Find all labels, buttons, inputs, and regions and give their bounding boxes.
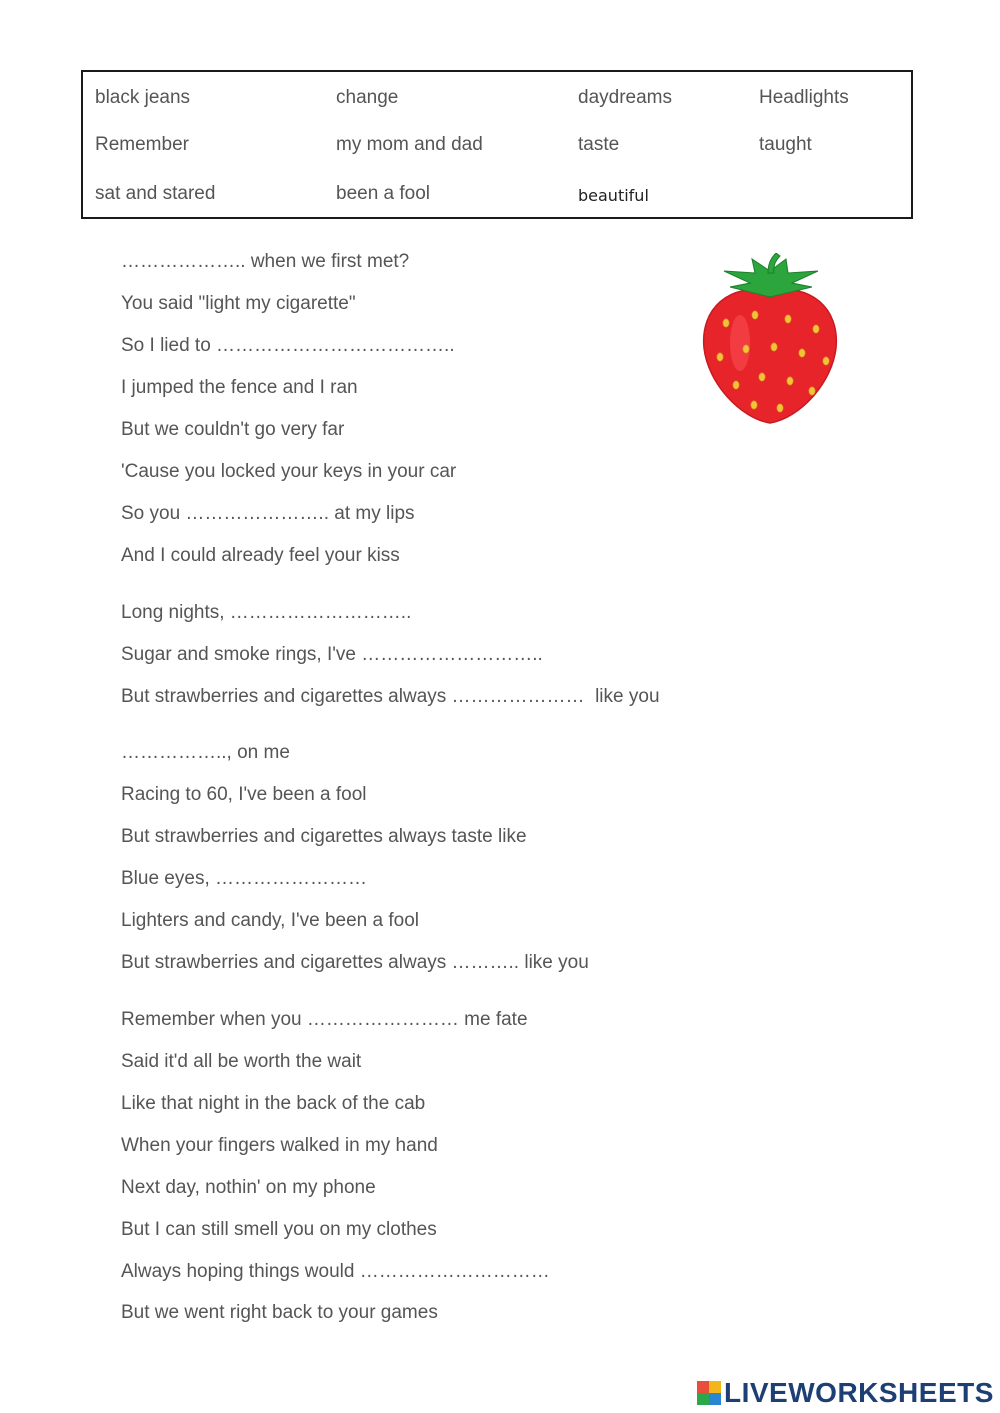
lyric-line: ……………….. when we first met?: [121, 251, 410, 272]
liveworksheets-logo-icon: [697, 1381, 721, 1405]
lyric-line: I jumped the fence and I ran: [121, 377, 358, 398]
lyric-line: When your fingers walked in my hand: [121, 1135, 438, 1156]
lyric-line: Lighters and candy, I've been a fool: [121, 910, 419, 931]
lyric-line: But I can still smell you on my clothes: [121, 1219, 437, 1240]
lyric-line: Always hoping things would …………………………: [121, 1261, 550, 1282]
word-bank-item: been a fool: [336, 183, 431, 204]
lyric-line: Remember when you …………………… me fate: [121, 1009, 528, 1030]
word-bank-item: sat and stared: [95, 183, 216, 204]
word-bank-item: taste: [578, 134, 620, 155]
lyric-line: And I could already feel your kiss: [121, 545, 400, 566]
lyric-line: Blue eyes, ……………………: [121, 868, 367, 889]
word-bank-item: my mom and dad: [336, 134, 483, 155]
lyric-line: So you ………………….. at my lips: [121, 503, 415, 524]
liveworksheets-logo: [697, 1378, 994, 1408]
lyric-line: Racing to 60, I've been a fool: [121, 784, 367, 805]
lyric-line: 'Cause you locked your keys in your car: [121, 461, 457, 482]
word-bank-item: black jeans: [95, 87, 191, 108]
word-bank-item: taught: [759, 134, 812, 155]
word-bank-item: Headlights: [759, 87, 849, 108]
lyric-line: Sugar and smoke rings, I've ………………………..: [121, 644, 543, 665]
logo-text: LIVEWORKSHEETS: [724, 1377, 994, 1408]
lyric-line: …………….., on me: [121, 742, 290, 763]
lyric-line: Long nights, ………………………..: [121, 602, 412, 623]
word-bank-item: beautiful: [578, 186, 649, 205]
word-bank-item: change: [336, 87, 399, 108]
lyric-line: So I lied to ………………………………..: [121, 335, 455, 356]
lyric-line: Next day, nothin' on my phone: [121, 1177, 376, 1198]
lyric-line: You said "light my cigarette": [121, 293, 356, 314]
lyric-line: But we went right back to your games: [121, 1302, 438, 1323]
strawberry-icon: [700, 253, 840, 425]
lyric-line: But strawberries and cigarettes always ……….. like you: [121, 952, 589, 973]
lyric-line: Said it'd all be worth the wait: [121, 1051, 362, 1072]
lyric-line: But strawberries and cigarettes always taste like: [121, 826, 527, 847]
lyric-line: But strawberries and cigarettes always ………………… like you: [121, 686, 660, 707]
lyric-line: But we couldn't go very far: [121, 419, 345, 440]
lyric-line: Like that night in the back of the cab: [121, 1093, 426, 1114]
word-bank-item: Remember: [95, 134, 189, 155]
word-bank-item: daydreams: [578, 87, 672, 108]
